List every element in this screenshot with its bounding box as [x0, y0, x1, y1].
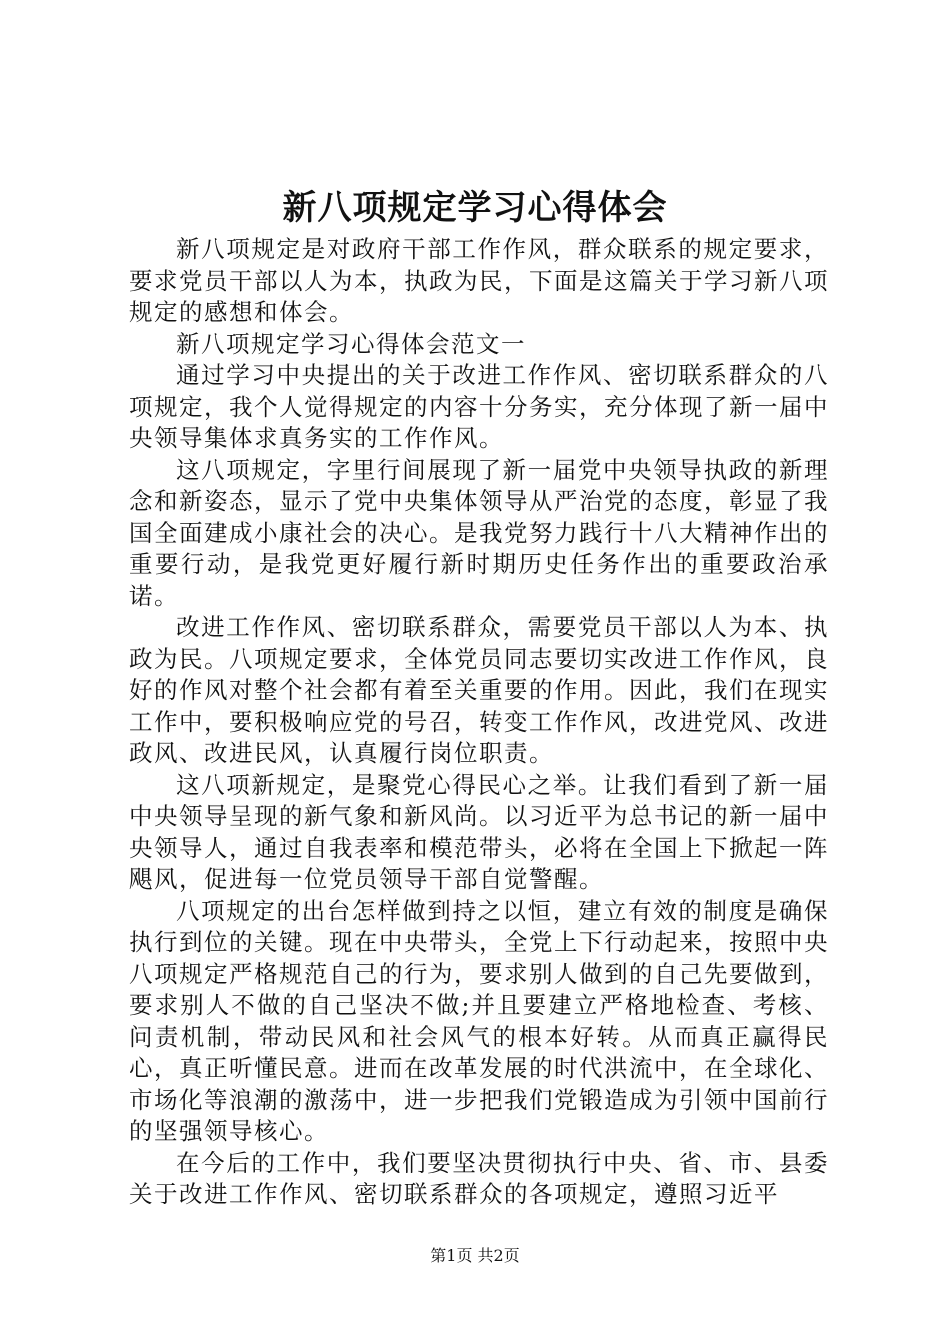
- document-body: [129, 234, 829, 1211]
- document-title: 新八项规定学习心得体会: [282, 188, 668, 228]
- paragraph: 这八项规定，字里行间展现了新一届党中央领导执政的新理念和新姿态，显示了党中央集体领导从严治党的态度，彰显了我国全面建成小康社会的决心。是我党努力践行十八大精神作出的重要行动，是我党更好履行新时期历史任务作出的重要政治承诺。: [129, 455, 829, 610]
- paragraph-intro: 新八项规定是对政府干部工作作风，群众联系的规定要求，要求党员干部以人为本，执政为民，下面是这篇关于学习新八项规定的感想和体会。: [129, 235, 829, 326]
- paragraph: 这八项新规定，是聚党心得民心之举。让我们看到了新一届中央领导呈现的新气象和新风尚。以习近平为总书记的新一届中央领导人，通过自我表率和模范带头，必将在全国上下掀起一阵飓风，促进每一位党员领导干部自觉警醒。: [129, 770, 829, 893]
- paragraph: 八项规定的出台怎样做到持之以恒，建立有效的制度是确保执行到位的关键。现在中央带头，全党上下行动起来，按照中央八项规定严格规范自己的行为，要求别人做到的自己先要做到，要求别人不做的自己坚决不做;并且要建立严格地检查、考核、问责机制，带动民风和社会风气的根本好转。从而真正赢得民心，真正听懂民意。进而在改革发展的时代洪流中，在全球化、市场化等浪潮的激荡中，进一步把我们党锻造成为引领中国前行的坚强领导核心。: [129, 896, 829, 1145]
- section-heading: 新八项规定学习心得体会范文一: [176, 329, 526, 358]
- page-footer: 第1页 共2页: [430, 1246, 520, 1265]
- paragraph: 改进工作作风、密切联系群众，需要党员干部以人为本、执政为民。八项规定要求，全体党员同志要切实改进工作作风，良好的作风对整个社会都有着至关重要的作用。因此，我们在现实工作中，要积极响应党的号召，转变工作作风，改进党风、改进政风、改进民风，认真履行岗位职责。: [129, 613, 829, 767]
- paragraph: 在今后的工作中，我们要坚决贯彻执行中央、省、市、县委关于改进工作作风、密切联系群众的各项规定，遵照习近平: [129, 1148, 829, 1208]
- paragraph: 通过学习中央提出的关于改进工作作风、密切联系群众的八项规定，我个人觉得规定的内容十分务实，充分体现了新一届中央领导集体求真务实的工作作风。: [129, 361, 829, 452]
